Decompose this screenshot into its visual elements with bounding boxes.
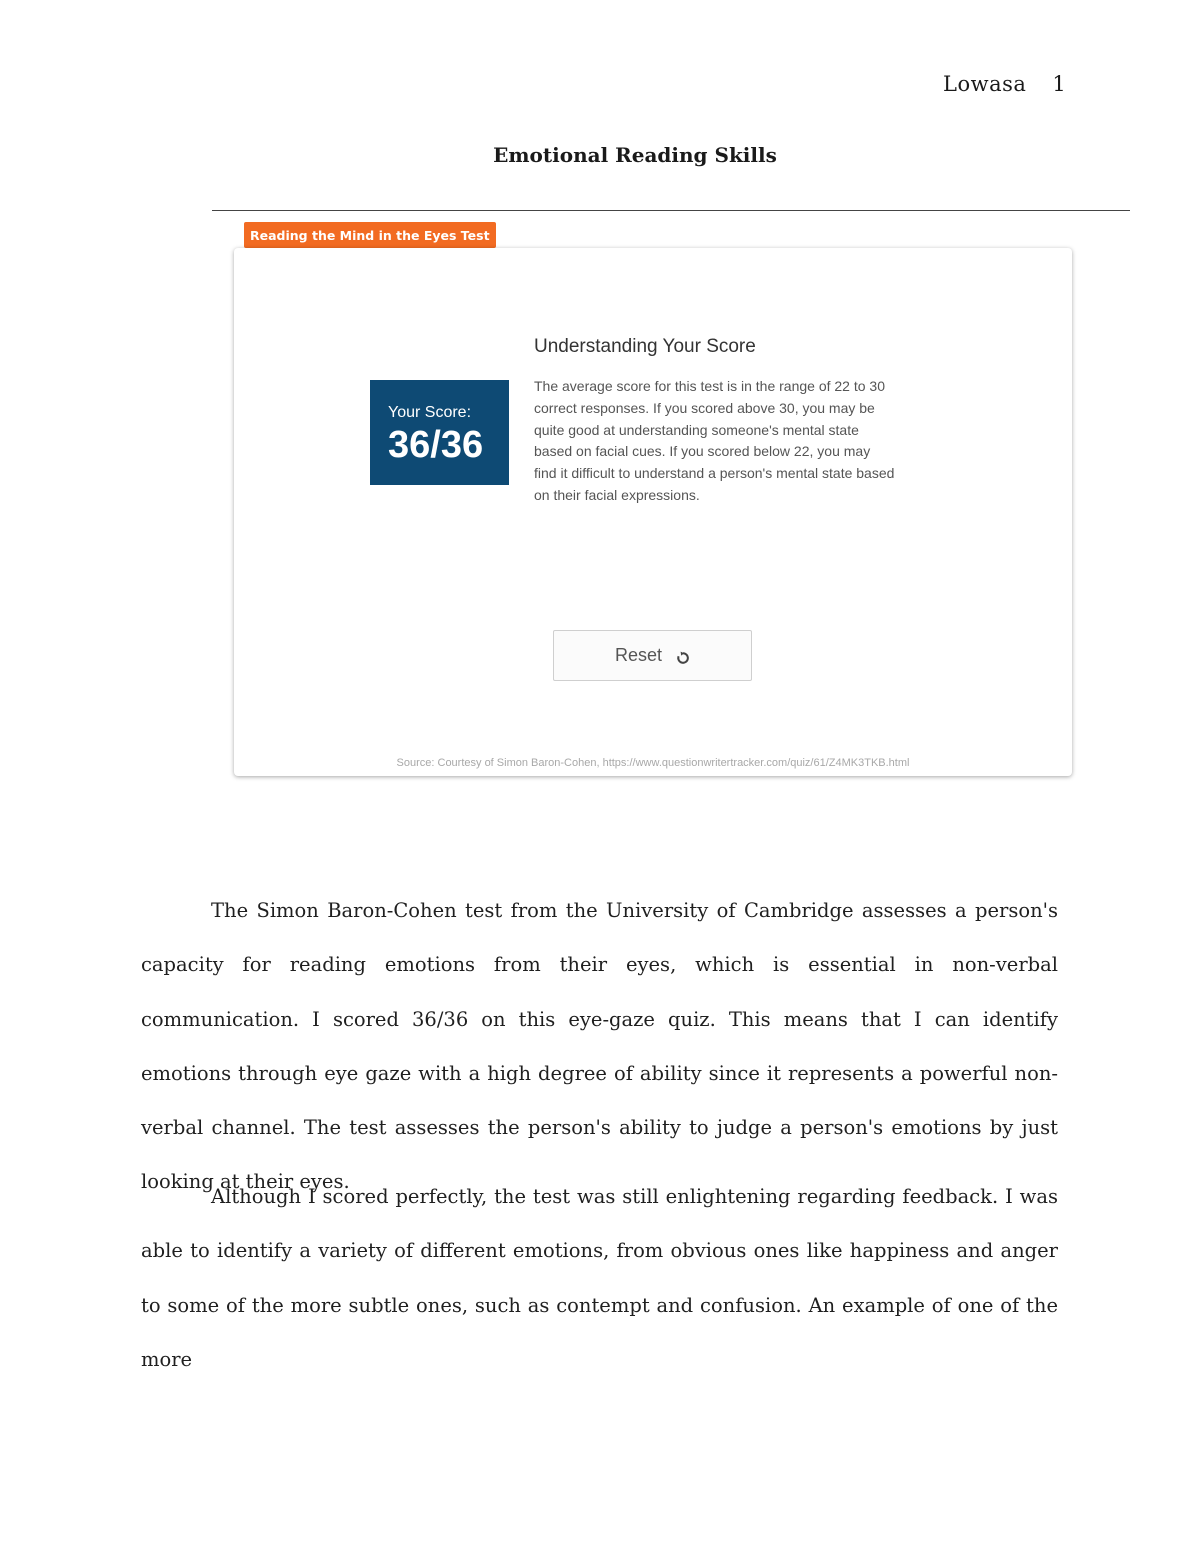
score-explanation-text: The average score for this test is in the range of 22 to 30 correct responses. If you scored above 30, you may be quite good at understanding someone's mental state based on facial cues. If you scored below 22, you may find it difficult to understand a person's mental state based on their facial expressions.	[534, 378, 895, 503]
figure-tag: Reading the Mind in the Eyes Test	[244, 222, 496, 248]
score-explanation-heading: Understanding Your Score	[534, 336, 756, 357]
score-value: 36/36	[388, 424, 484, 466]
reset-button[interactable]	[553, 630, 752, 681]
score-label: Your Score:	[388, 404, 472, 421]
page-number: 1	[1052, 72, 1067, 96]
refresh-icon	[676, 649, 690, 663]
page-title: Emotional Reading Skills	[493, 143, 777, 167]
paragraph-text: Although I scored perfectly, the test was still enlightening regarding feedback. I was able to identify a variety of different emotions, from obvious ones like happiness and anger to some of the more subtle ones, such as contempt and confusion. An example of one of the more	[141, 1185, 1058, 1371]
horizontal-divider	[212, 210, 1130, 211]
reset-button-label: Reset	[614, 645, 663, 665]
body-paragraph-2	[141, 1170, 1058, 1371]
paragraph-text: The Simon Baron-Cohen test from the University of Cambridge assesses a person's capacity for reading emotions from their eyes, which is essential in non-verbal communication. I scored 36/36 on this eye-gaze quiz. This means that I can identify emotions through eye gaze with a high degree of ability since it represents a powerful non-verbal channel. The test assesses the person's ability to judge a person's emotions by just looking at their eyes.	[141, 899, 1058, 1194]
header-author: Lowasa	[943, 72, 1027, 96]
figure-source: Source: Courtesy of Simon Baron-Cohen, https://www.questionwritertracker.com/quiz/61/Z4MK3TKB.html	[396, 757, 910, 769]
score-box	[370, 380, 509, 485]
score-card-screenshot	[234, 248, 1072, 776]
body-paragraph-1	[141, 884, 1058, 1210]
running-header	[943, 72, 1066, 96]
